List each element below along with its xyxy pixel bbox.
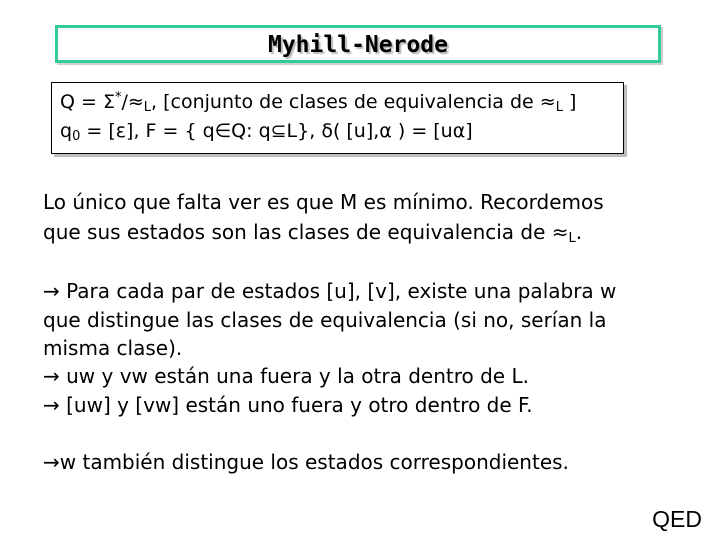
paragraph-2-line-4: → uw y vw están una fuera y la otra dentro de L. bbox=[43, 364, 529, 388]
title-box bbox=[55, 25, 661, 63]
def-q: Q = Σ bbox=[60, 91, 115, 113]
definition-line-1 bbox=[60, 90, 576, 115]
definition-box bbox=[51, 82, 624, 154]
def-end: ] bbox=[562, 91, 577, 113]
slide-title: Myhill-Nerode bbox=[267, 32, 448, 58]
paragraph-2-line-5: → [uw] y [vw] están uno fuera y otro dentro de F. bbox=[43, 393, 533, 417]
def-q0: q bbox=[60, 120, 73, 142]
paragraph-1-line-1: Lo único que falta ver es que M es mínimo. Recordemos bbox=[43, 190, 604, 214]
qed-label: QED bbox=[652, 506, 702, 532]
def-sub0: 0 bbox=[72, 129, 81, 144]
def-sub: L bbox=[143, 100, 152, 115]
paragraph-2-line-2: que distingue las clases de equivalencia (si no, serían la bbox=[43, 308, 607, 332]
paragraph-2-line-1: → Para cada par de estados [u], [v], existe una palabra w bbox=[43, 279, 617, 303]
def-mid: /≈ bbox=[121, 91, 144, 113]
def-star: * bbox=[114, 90, 122, 105]
paragraph-2-line-3: misma clase). bbox=[43, 336, 183, 360]
def-rest: , [conjunto de clases de equivalencia de ≈ bbox=[151, 91, 556, 113]
p1-line2-sub: L bbox=[568, 231, 576, 246]
p1-line2-end: . bbox=[575, 220, 583, 244]
def-sub2: L bbox=[555, 100, 563, 115]
def-line2-rest: = [ε], F = { q∈Q: q⊆L}, δ( [u],α ) = [uα] bbox=[80, 120, 473, 142]
paragraph-1-line-2 bbox=[43, 220, 582, 246]
definition-line-2 bbox=[60, 120, 473, 144]
paragraph-3-line-1: →w también distingue los estados correspondientes. bbox=[43, 450, 569, 474]
p1-line2-text: que sus estados son las clases de equivalencia de ≈ bbox=[43, 220, 569, 244]
